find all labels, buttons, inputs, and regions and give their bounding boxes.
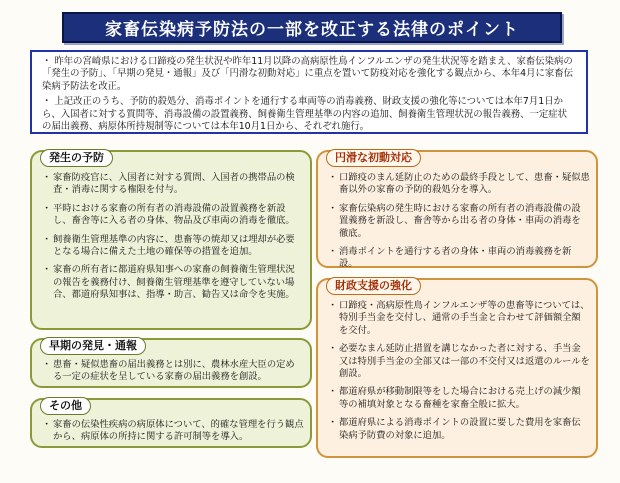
summary-paragraph-1: ・ 昨年の宮崎県における口蹄疫の発生状況や昨年11月以降の高病原性鳥インフルエンザの発生状況等を踏まえ、家畜伝染病の「発生の予防」、「早期の発見・通報」及び「円滑な初動対応」に重点を置いて防疫対応を強化する観点から、本年4月に家畜伝染病予防法を改正。 bbox=[42, 56, 573, 92]
early-detection-heading: 早期の発見・通報 bbox=[40, 337, 146, 355]
list-item: ・ 平時における家畜の所有者の消毒設備の設置義務を新設し、畜舎等に入る者の身体、物品及び車両の消毒を徹底。 bbox=[42, 203, 304, 228]
other-heading: その他 bbox=[40, 397, 91, 415]
list-item: ・ 家畜の伝染性疾病の病原体について、的確な管理を行う観点から、病原体の所持に関する許可制等を導入。 bbox=[42, 419, 304, 444]
summary-box bbox=[30, 50, 588, 134]
list-item: ・ 家畜の所有者に都道府県知事への家畜の飼養衛生管理状況の報告を義務付け、飼養衛生管理基準を遵守していない場合、都道府県知事は、指導・助言、勧告又は命令を実施。 bbox=[42, 264, 304, 301]
page-title: 家畜伝染病予防法の一部を改正する法律のポイント bbox=[62, 12, 562, 43]
list-item: ・ 消毒ポイントを通行する者の身体・車両の消毒義務を新設。 bbox=[328, 246, 590, 271]
list-item: ・ 必要なまん延防止措置を講じなかった者に対する、手当金又は特別手当金の全部又は一部の不交付又は返還のルールを創設。 bbox=[328, 343, 590, 380]
list-item: ・ 口蹄疫のまん延防止のための最終手段として、患畜・疑似患畜以外の家畜の予防的殺処分を導入。 bbox=[328, 172, 590, 197]
summary-paragraph-2: ・ 上記改正のうち、予防的殺処分、消毒ポイントを通行する車両等の消毒義務、財政支援の強化等については本年7月1日から、入国者に対する質問等、消毒設備の設置義務、飼養衛生管理基準の内容の追加、飼養衛生管理状況の報告義務、一定症状の届出義務、病原体所持規制等については本年10月1日から、それぞれ施行。 bbox=[42, 96, 568, 133]
list-item: ・ 都道府県による消毒ポイントの設置に要した費用を家畜伝染病予防費の対象に追加。 bbox=[328, 417, 590, 442]
prevention-panel bbox=[30, 150, 312, 330]
list-item: ・ 患畜・疑似患畜の届出義務とは別に、農林水産大臣の定める一定の症状を呈している家畜の届出義務を創設。 bbox=[42, 359, 304, 384]
prevention-list bbox=[42, 172, 304, 308]
early-detection-list bbox=[42, 359, 304, 390]
initial-response-heading: 円滑な初動対応 bbox=[326, 149, 421, 167]
initial-response-panel bbox=[316, 150, 598, 268]
early-detection-panel bbox=[30, 338, 312, 388]
financial-support-panel bbox=[316, 278, 598, 458]
list-item: ・ 飼養衛生管理基準の内容に、患畜等の焼却又は埋却が必要となる場合に備えた土地の確保等の措置を追加。 bbox=[42, 234, 304, 259]
other-panel bbox=[30, 398, 312, 448]
list-item: ・ 家畜伝染病の発生時における家畜の所有者の消毒設備の設置義務を新設し、畜舎等から出る者の身体・車両の消毒を徹底。 bbox=[328, 203, 590, 240]
list-item: ・ 都道府県が移動制限等をした場合における売上げの減少額等の補填対象となる畜種を家畜全般に拡大。 bbox=[328, 386, 590, 411]
initial-response-list bbox=[328, 172, 590, 277]
list-item: ・ 家畜防疫官に、入国者に対する質問、入国者の携帯品の検査・消毒に関する権限を付与。 bbox=[42, 172, 304, 197]
prevention-heading: 発生の予防 bbox=[40, 149, 113, 167]
financial-support-heading: 財政支援の強化 bbox=[326, 277, 421, 295]
list-item: ・ 口蹄疫・高病原性鳥インフルエンザ等の患畜等については、特別手当金を交付し、通常の手当金と合わせて評価額全額を交付。 bbox=[328, 300, 590, 337]
other-list bbox=[42, 419, 304, 450]
financial-support-list bbox=[328, 300, 590, 448]
